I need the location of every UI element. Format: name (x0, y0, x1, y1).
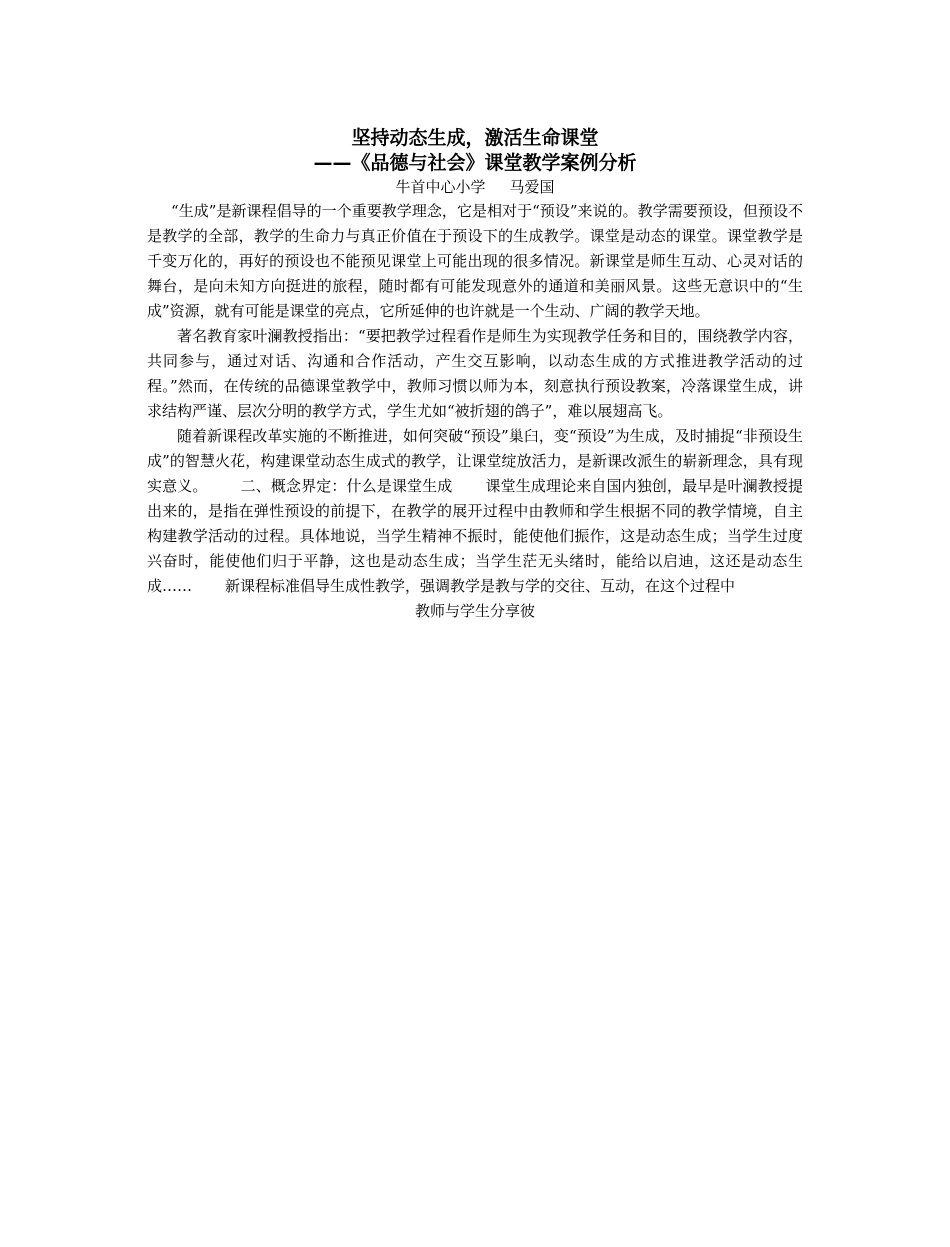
section-body: 课堂生成理论来自国内独创，最早是叶澜教授提出来的，是指在弹性预设的前提下，在教学的展开过程中由教师和学生根据不同的教学情境，自主构建教学活动的过程。具体地说，当学生精神不振时，能使他们振作，这是动态生成；当学生过度兴奋时，能使他们归于平静，这也是动态生成；当学生茫无头绪时，能给以启迪，这还是动态生成…… (147, 477, 803, 595)
document-page (147, 126, 803, 624)
closing-text: 新课程标准倡导生成性教学，强调教学是教与学的交往、互动，在这个过程中 (225, 577, 736, 595)
school-name: 牛首中心小学 (395, 178, 486, 196)
document-subtitle: ——《品德与社会》课堂教学案例分析 (313, 152, 637, 174)
closing-tail: 教师与学生分享彼 (414, 602, 535, 620)
author-line (147, 176, 803, 198)
paragraph-quote: 著名教育家叶澜教授指出：“要把教学过程看作是师生为实现教学任务和目的，围绕教学内容，共同参与，通过对话、沟通和合作活动，产生交互影响，以动态生成的方式推进教学活动的过程。”然而，在传统的品德课堂教学中，教师习惯以师为本，刻意执行预设教案，冷落课堂生成，讲求结构严谨、层次分明的教学方式，学生尤如“被折翅的鸽子”，难以展翅高飞。 (147, 327, 803, 420)
document-title: 坚持动态生成，激活生命课堂 (351, 127, 599, 149)
section-heading: 二、概念界定：什么是课堂生成 (240, 477, 453, 495)
paragraph-concept (147, 424, 803, 599)
paragraph-concept-text: 随着新课程改革实施的不断推进，如何突破“预设”巢臼，变“预设”为生成，及时捕捉“非预设生成”的智慧火花，构建课堂动态生成式的教学，让课堂绽放活力，是新课改派生的崭新理念，具有现实意义。 (147, 427, 803, 495)
author-name: 马爱国 (509, 178, 555, 196)
paragraph-intro: “生成”是新课程倡导的一个重要教学理念，它是相对于“预设”来说的。教学需要预设，但预设不是教学的全部，教学的生命力与真正价值在于预设下的生成教学。课堂是动态的课堂。课堂教学是千变万化的，再好的预设也不能预见课堂上可能出现的很多情况。新课堂是师生互动、心灵对话的舞台，是向未知方向挺进的旅程，随时都有可能发现意外的通道和美丽风景。这些无意识中的“生成”资源，就有可能是课堂的亮点，它所延伸的也许就是一个生动、广阔的教学天地。 (147, 202, 803, 320)
